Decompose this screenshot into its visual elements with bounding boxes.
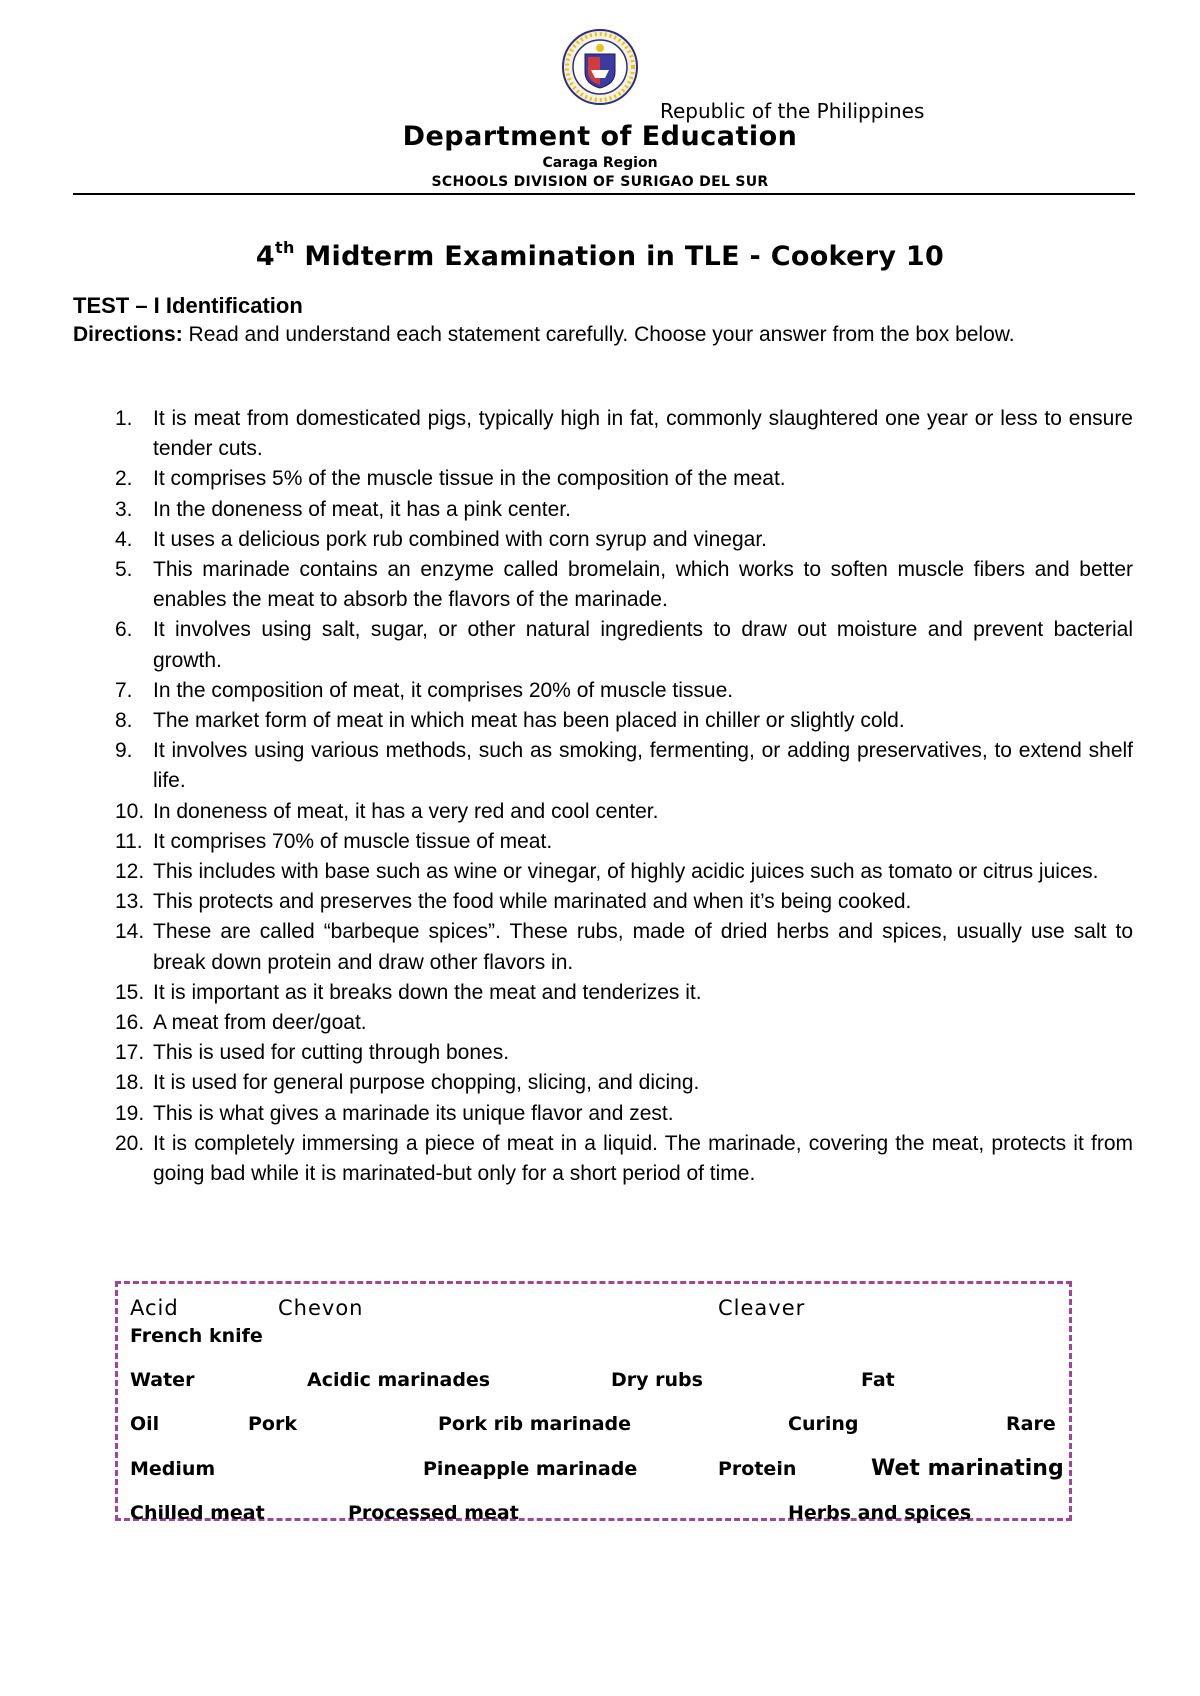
choice-pineapple-marinade: Pineapple marinade [423, 1458, 638, 1480]
choice-curing: Curing [788, 1413, 859, 1435]
question-item [73, 917, 1133, 977]
question-text: A meat from deer/goat. [153, 1011, 367, 1035]
question-item [73, 1129, 1133, 1189]
directions-label: Directions: [73, 323, 183, 346]
question-text: It is used for general purpose chopping, slicing, and dicing. [153, 1071, 700, 1095]
question-number: 1. [115, 407, 133, 430]
question-item [73, 464, 1133, 494]
exam-title [0, 238, 1200, 272]
question-text: It is completely immersing a piece of meat in a liquid. The marinade, covering the meat, protects it from going bad while it is marinated-but only for a short period of time. [153, 1131, 1133, 1186]
directions-text: Read and understand each statement carefully. Choose your answer from the box below. [182, 323, 1015, 346]
question-number: 11. [115, 829, 143, 853]
question-text: It comprises 70% of muscle tissue of meat. [153, 829, 553, 853]
exam-title-superscript: th [275, 238, 295, 257]
question-number: 5. [115, 558, 133, 582]
department-title: Department of Education [402, 121, 798, 152]
question-item [73, 736, 1133, 796]
choice-medium: Medium [130, 1458, 216, 1480]
choice-chevon: Chevon [278, 1296, 364, 1320]
choice-acidic-marinades: Acidic marinades [307, 1369, 491, 1391]
choice-rare: Rare [1006, 1413, 1056, 1435]
question-number: 12. [115, 860, 145, 884]
question-item [73, 495, 1133, 525]
question-number: 17. [115, 1041, 145, 1065]
question-text: In the composition of meat, it comprises 20% of muscle tissue. [153, 678, 734, 702]
question-number: 10. [115, 799, 145, 823]
question-number: 18. [115, 1071, 145, 1095]
choice-protein: Protein [718, 1458, 797, 1480]
question-text: It involves using various methods, such as smoking, fermenting, or adding preservatives, to extend shelf life. [153, 739, 1133, 793]
choice-pork: Pork [248, 1413, 297, 1435]
question-item [73, 404, 1133, 464]
question-number: 8. [115, 709, 133, 733]
question-number: 7. [115, 678, 133, 702]
question-number: 4. [115, 527, 133, 551]
question-item [73, 1099, 1133, 1129]
question-text: This is used for cutting through bones. [153, 1041, 510, 1065]
question-number: 14. [115, 920, 145, 944]
choice-chilled-meat: Chilled meat [130, 1502, 265, 1524]
question-number: 3. [115, 497, 133, 521]
question-text: This includes with base such as wine or vinegar, of highly acidic juices such as tomato or citrus juices. [153, 860, 1099, 884]
question-item [73, 887, 1133, 917]
choice-fat: Fat [861, 1369, 895, 1391]
question-item [73, 827, 1133, 857]
question-number: 16. [115, 1011, 145, 1035]
question-text: In doneness of meat, it has a very red and cool center. [153, 799, 659, 823]
question-text: It is important as it breaks down the meat and tenderizes it. [153, 980, 702, 1004]
question-item [73, 1068, 1133, 1098]
republic-label: Republic of the Philippines [660, 99, 925, 123]
choice-cleaver: Cleaver [718, 1296, 806, 1320]
header-divider [73, 193, 1135, 195]
answer-choices-box [115, 1281, 1072, 1524]
choice-oil: Oil [130, 1413, 160, 1435]
question-text: The market form of meat in which meat has been placed in chiller or slightly cold. [153, 709, 905, 733]
question-item [73, 1038, 1133, 1068]
question-item [73, 978, 1133, 1008]
question-item [73, 525, 1133, 555]
question-item [73, 797, 1133, 827]
choice-acid: Acid [130, 1296, 179, 1320]
test-heading: TEST – I Identification [73, 293, 303, 318]
choice-pork-rib-marinade: Pork rib marinade [438, 1413, 632, 1435]
question-text: It involves using salt, sugar, or other natural ingredients to draw out moisture and prevent bacterial growth. [153, 618, 1133, 672]
question-text: These are called “barbeque spices”. These rubs, made of dried herbs and spices, usually use salt to break down protein and draw other flavors in. [153, 920, 1133, 974]
directions [73, 320, 1133, 350]
choice-water: Water [130, 1369, 195, 1391]
question-text: It comprises 5% of the muscle tissue in the composition of the meat. [153, 467, 786, 491]
question-text: It is meat from domesticated pigs, typically high in fat, commonly slaughtered one year or less to ensure tender cuts. [153, 407, 1133, 461]
exam-title-text: Midterm Examination in TLE - Cookery 10 [294, 241, 945, 272]
question-number: 6. [115, 618, 133, 642]
question-item [73, 857, 1133, 887]
question-number: 9. [115, 739, 133, 763]
question-number: 20. [115, 1131, 145, 1155]
division-label: SCHOOLS DIVISION OF SURIGAO DEL SUR [431, 174, 769, 190]
deped-seal-logo [561, 28, 639, 106]
question-text: In the doneness of meat, it has a pink center. [153, 497, 571, 521]
question-text: It uses a delicious pork rub combined with corn syrup and vinegar. [153, 527, 767, 551]
question-text: This marinade contains an enzyme called bromelain, which works to soften muscle fibers and better enables the meat to absorb the flavors of the marinade. [153, 558, 1133, 612]
question-item [73, 706, 1133, 736]
choice-processed-meat: Processed meat [348, 1502, 519, 1524]
question-text: This protects and preserves the food while marinated and when it’s being cooked. [153, 890, 912, 914]
question-number: 13. [115, 890, 145, 914]
question-number: 15. [115, 980, 145, 1004]
question-item [73, 555, 1133, 615]
question-list [73, 404, 1133, 1189]
choice-herbs-and-spices: Herbs and spices [788, 1502, 972, 1524]
question-text: This is what gives a marinade its unique flavor and zest. [153, 1101, 674, 1125]
exam-title-number: 4 [255, 241, 275, 272]
question-number: 19. [115, 1101, 145, 1125]
question-item [73, 615, 1133, 675]
question-item [73, 676, 1133, 706]
question-number: 2. [115, 467, 133, 491]
choice-wet-marinating: Wet marinating [871, 1456, 1064, 1481]
region-label: Caraga Region [542, 155, 658, 171]
question-item [73, 1008, 1133, 1038]
choice-dry-rubs: Dry rubs [611, 1369, 703, 1391]
choice-french-knife: French knife [130, 1325, 263, 1347]
